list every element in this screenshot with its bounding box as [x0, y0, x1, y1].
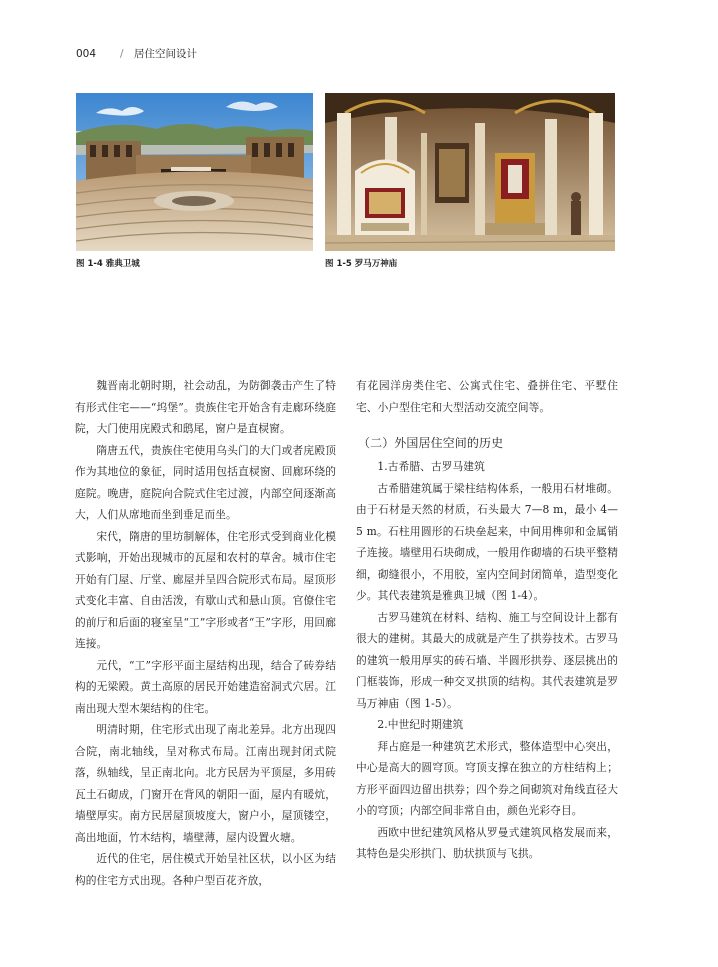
- section-heading: （二）外国居住空间的历史: [358, 436, 504, 450]
- subsection-heading-medieval: 2.中世纪时期建筑: [377, 718, 464, 731]
- left-text-column: [75, 375, 336, 891]
- paragraph-yuan: 元代，“工”字形平面主屋结构出现，结合了砖券结构的无梁殿。黄土高原的居民开始建造窑洞式穴居。江南出现大型木架结构的住宅。: [75, 658, 336, 715]
- paragraph-modern: 近代的住宅，居住模式开始呈社区状，以小区为结构的住宅方式出现。各种户型百花齐放，: [75, 852, 336, 887]
- paragraph-western-medieval: 西欧中世纪建筑风格从罗曼式建筑风格发展而来，其特色是尖形拱门、肋状拱顶与飞拱。: [356, 825, 618, 860]
- right-text-column: [356, 375, 618, 865]
- figure-1-5-caption: 图 1-5 罗马万神庙: [325, 259, 398, 269]
- athens-theatre-illustration: [76, 93, 313, 251]
- figure-1-4-caption: 图 1-4 雅典卫城: [76, 259, 140, 269]
- paragraph-song: 宋代，隋唐的里坊制解体，住宅形式受到商业化模式影响，开始出现城市的瓦屋和农村的草舍。城市住宅开始有门屋、厅堂、廊屋并呈四合院形式布局。屋顶形式变化丰富、自由活泼，有歇山式和悬山顶。官僚住宅的前厅和后面的寝室呈“工”字形或者“王”字形，用回廊连接。: [75, 529, 336, 650]
- rome-temple-illustration: [325, 93, 615, 251]
- subsection-heading-greece-rome: 1.古希腊、古罗马建筑: [377, 460, 485, 473]
- paragraph-byzantine: 拜占庭是一种建筑艺术形式，整体造型中心突出，中心是高大的圆穹顶。穹顶支撑在独立的方柱结构上；方形平面四边留出拱券；四个券之间砌筑对角线直径大小的穹顶；内部空间非常自由，颜色光彩夺目。: [356, 739, 618, 817]
- header-separator: /: [120, 48, 124, 60]
- paragraph-modern-continued: 有花园洋房类住宅、公寓式住宅、叠拼住宅、平墅住宅、小户型住宅和大型活动交流空间等。: [356, 379, 618, 414]
- book-title: 居住空间设计: [134, 48, 197, 60]
- figure-rome-photo: [325, 93, 615, 251]
- paragraph-wei-jin: 魏晋南北朝时期，社会动乱，为防御袭击产生了特有形式住宅——“坞堡”。贵族住宅开始含有走廊环绕庭院，大门使用庑殿式和鸱尾，窗户是直棂窗。: [75, 379, 336, 435]
- paragraph-greek: 古希腊建筑属于梁柱结构体系，一般用石材堆砌。由于石材是天然的材质，石头最大 7—8 m，最小 4—5 m。石柱用圆形的石块垒起来，中间用榫卯和金属销子连接。墙壁用石块砌成，一般用作砌墙的石块平整精细，砌缝很小，不用胶，室内空间封闭简单，造型变化少。其代表建筑是雅典卫城（图 1-4）。: [356, 481, 618, 602]
- running-header: [76, 46, 197, 62]
- paragraph-sui-tang: 隋唐五代，贵族住宅使用乌头门的大门或者庑殿顶作为其地位的象征，同时适用包括直棂窗、回廊环绕的庭院。晚唐，庭院向合院式住宅过渡，内部空间逐渐高大，人们从席地而坐到垂足而坐。: [75, 443, 336, 521]
- figure-athens-photo: [76, 93, 313, 251]
- page-number: 004: [76, 48, 97, 60]
- paragraph-roman: 古罗马建筑在材料、结构、施工与空间设计上都有很大的建树。其最大的成就是产生了拱券技术。古罗马的建筑一般用厚实的砖石墙、半圆形拱券、逐层挑出的门框装饰，形成一种交叉拱顶的结构。其代表建筑是罗马万神庙（图 1-5）。: [356, 610, 618, 710]
- paragraph-ming-qing: 明清时期，住宅形式出现了南北差异。北方出现四合院，南北轴线，呈对称式布局。江南出现封闭式院落，纵轴线，呈正南北向。北方民居为平顶屋，多用砖瓦土石砌成，门窗开在背风的朝阳一面，屋内有暖炕，墙壁厚实。南方民居屋顶坡度大，窗户小，屋顶镂空，高出地面，竹木结构，墙壁薄，屋内设置火塘。: [75, 723, 336, 844]
